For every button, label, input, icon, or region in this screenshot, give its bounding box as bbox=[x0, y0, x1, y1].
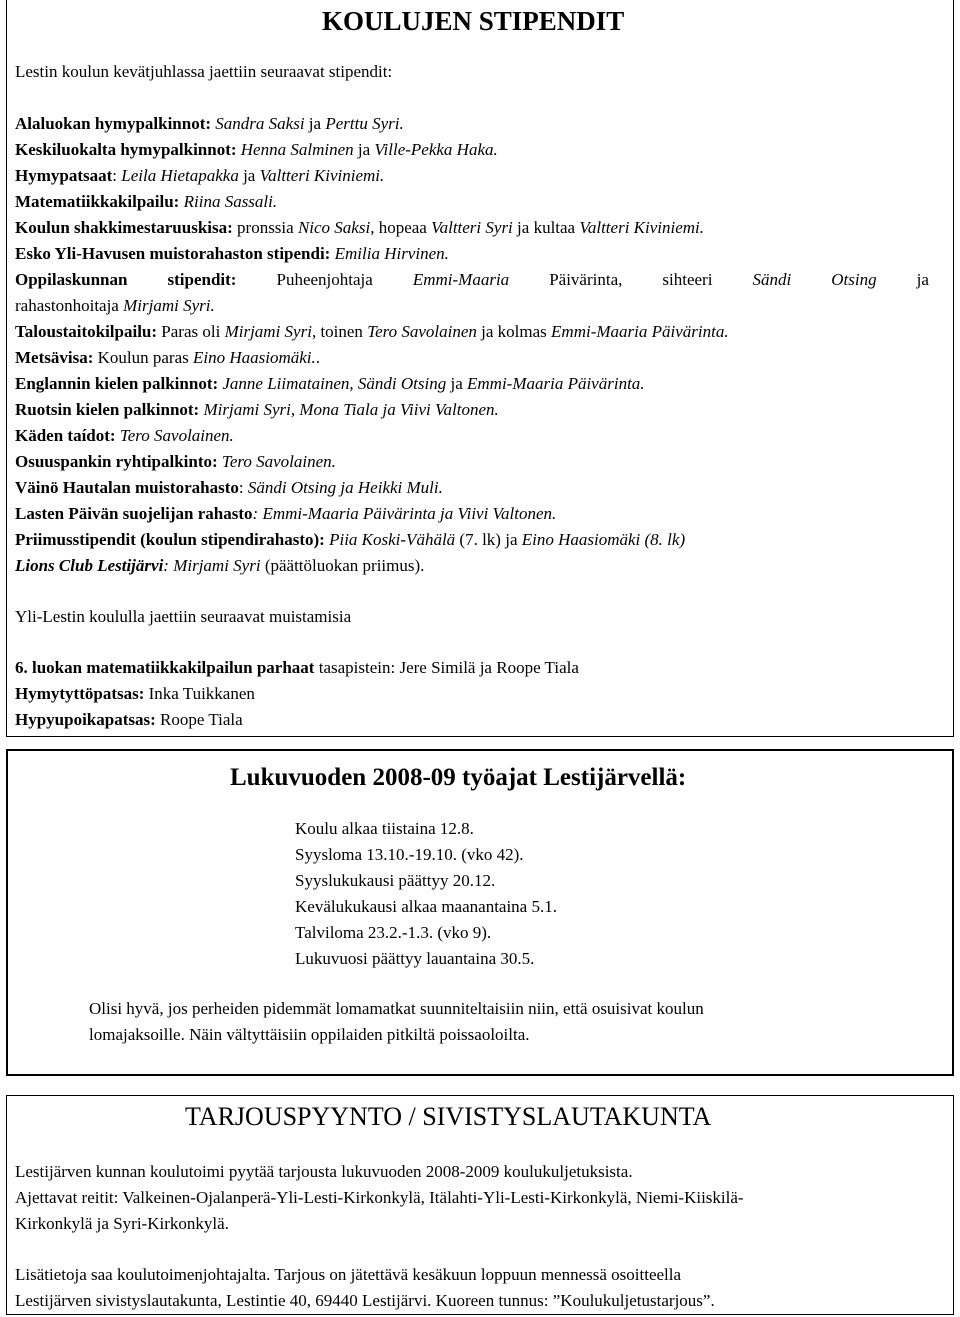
award-line: Metsävisa: Koulun paras Eino Haasiomäki.. bbox=[15, 348, 321, 367]
award-line: Alaluokan hymypalkinnot: Sandra Saksi ja Perttu Syri. bbox=[15, 114, 404, 133]
intro-text-2: Yli-Lestin koululla jaettiin seuraavat muistamisia bbox=[15, 607, 352, 626]
date-item: Lukuvuosi päättyy lauantaina 30.5. bbox=[295, 949, 535, 968]
section-title-stipendit: KOULUJEN STIPENDIT bbox=[322, 6, 625, 36]
award-line: Hymytyttöpatsas: Inka Tuikkanen bbox=[15, 684, 255, 703]
award-line: Koulun shakkimestaruuskisa: pronssia Nico Saksi, hopeaa Valtteri Syri ja kultaa Valtteri Kiviniemi. bbox=[15, 218, 705, 237]
paragraph-text: Lestijärven sivistyslautakunta, Lestintie 40, 69440 Lestijärvi. Kuoreen tunnus: ”Koulukuljetustarjous”. bbox=[15, 1291, 715, 1310]
section-title-tyoajat: Lukuvuoden 2008-09 työajat Lestijärvellä: bbox=[230, 764, 687, 791]
award-line: Ruotsin kielen palkinnot: Mirjami Syri, Mona Tiala ja Viivi Valtonen. bbox=[15, 400, 499, 419]
date-item: Talviloma 23.2.-1.3. (vko 9). bbox=[295, 923, 492, 942]
date-item: Syyslukukausi päättyy 20.12. bbox=[295, 871, 496, 890]
award-line: Esko Yli-Havusen muistorahaston stipendi: Emilia Hirvinen. bbox=[15, 244, 449, 263]
award-line: Matematiikkakilpailu: Riina Sassali. bbox=[15, 192, 278, 211]
award-line: Väinö Hautalan muistorahasto: Sändi Otsing ja Heikki Muli. bbox=[15, 478, 443, 497]
award-line: Osuuspankin ryhtipalkinto: Tero Savolainen. bbox=[15, 452, 336, 471]
paragraph-text: Ajettavat reitit: Valkeinen-Ojalanperä-Yli-Lesti-Kirkonkylä, Itälahti-Yli-Lesti-Kirkonkylä, Niemi-Kiiskilä- bbox=[15, 1188, 744, 1207]
award-line: Käden taídot: Tero Savolainen. bbox=[15, 426, 234, 445]
intro-text: Lestin koulun kevätjuhlassa jaettiin seuraavat stipendit: bbox=[15, 62, 393, 81]
note-text: Olisi hyvä, jos perheiden pidemmät lomamatkat suunniteltaisiin niin, että osuisivat koulun bbox=[89, 999, 704, 1018]
award-line: Keskiluokalta hymypalkinnot: Henna Salminen ja Ville-Pekka Haka. bbox=[15, 140, 498, 159]
paragraph-text: Kirkonkylä ja Syri-Kirkonkylä. bbox=[15, 1214, 229, 1233]
section-title-tarjouspyynto: TARJOUSPYYNTO / SIVISTYSLAUTAKUNTA bbox=[185, 1102, 712, 1131]
award-line: Lions Club Lestijärvi: Mirjami Syri (päättöluokan priimus). bbox=[15, 556, 425, 575]
award-line-justified: Oppilaskunnan stipendit: Puheenjohtaja Emmi-Maaria Päivärinta, sihteeri Sändi Otsing ja bbox=[15, 270, 929, 289]
award-line: 6. luokan matematiikkakilpailun parhaat tasapistein: Jere Similä ja Roope Tiala bbox=[15, 658, 579, 677]
paragraph-text: Lestijärven kunnan koulutoimi pyytää tarjousta lukuvuoden 2008-2009 koulukuljetuksista. bbox=[15, 1162, 633, 1181]
award-line: Lasten Päivän suojelijan rahasto: Emmi-Maaria Päivärinta ja Viivi Valtonen. bbox=[15, 504, 557, 523]
award-line: Hypyupoikapatsas: Roope Tiala bbox=[15, 710, 243, 729]
date-item: Syysloma 13.10.-19.10. (vko 42). bbox=[295, 845, 524, 864]
award-line: Hymypatsaat: Leila Hietapakka ja Valtteri Kiviniemi. bbox=[15, 166, 385, 185]
date-item: Kevälukukausi alkaa maanantaina 5.1. bbox=[295, 897, 557, 916]
award-line: rahastonhoitaja Mirjami Syri. bbox=[15, 296, 215, 315]
note-text: lomajaksoille. Näin vältyttäisiin oppilaiden pitkiltä poissaoloilta. bbox=[89, 1025, 530, 1044]
paragraph-text: Lisätietoja saa koulutoimenjohtajalta. Tarjous on jätettävä kesäkuun loppuun mennessä osoitteella bbox=[15, 1265, 682, 1284]
award-line: Taloustaitokilpailu: Paras oli Mirjami Syri, toinen Tero Savolainen ja kolmas Emmi-Maaria Päivärinta. bbox=[15, 322, 729, 341]
award-line: Englannin kielen palkinnot: Janne Liimatainen, Sändi Otsing ja Emmi-Maaria Päivärinta. bbox=[15, 374, 645, 393]
date-item: Koulu alkaa tiistaina 12.8. bbox=[295, 819, 474, 838]
award-line: Priimusstipendit (koulun stipendirahasto): Piia Koski-Vähälä (7. lk) ja Eino Haasiomäki (8. lk) bbox=[15, 530, 686, 549]
